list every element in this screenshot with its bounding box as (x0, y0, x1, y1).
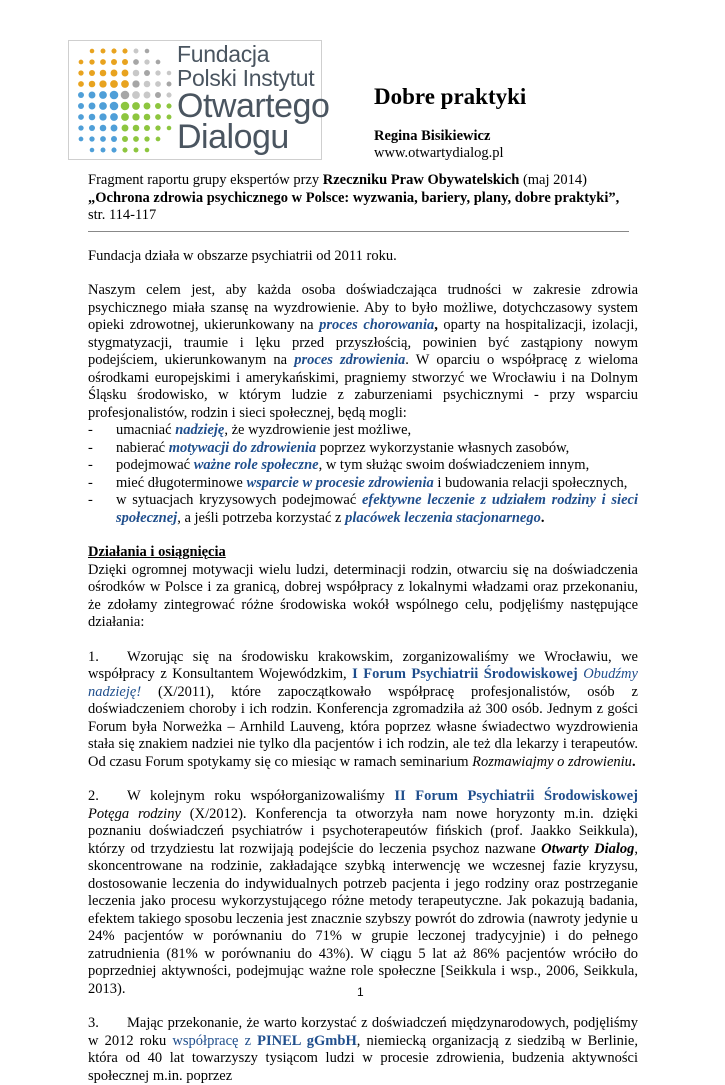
logo-dot (89, 59, 94, 64)
item-highlight: PINEL gGmbH (257, 1032, 357, 1049)
action-item-1 (88, 649, 638, 772)
logo-dot (78, 81, 84, 87)
item-text: Wzorując się na środowisku krakowskim, zorganizowaliśmy we Wrocławiu, we współpracy z Konsultantem Wojewódzkim, (88, 648, 638, 682)
logo-dot (155, 70, 160, 75)
logo-dot (155, 81, 161, 87)
logo-dot (99, 102, 107, 110)
website-link[interactable]: www.otwartydialog.pl (374, 145, 504, 161)
logo-dot (100, 70, 107, 77)
logo-dot (101, 49, 106, 54)
list-item (88, 440, 638, 458)
list-dash: - (88, 457, 93, 473)
logo-dot (132, 91, 140, 99)
logo-dot (110, 91, 119, 100)
logo-dot (79, 137, 84, 142)
list-highlight: placówek leczenia stacjonarnego (345, 509, 541, 526)
page-number: 1 (357, 985, 364, 999)
logo-dot (166, 92, 171, 97)
source-citation (88, 172, 638, 225)
logo-dot (121, 102, 130, 111)
logo-dot (132, 102, 140, 110)
logo-dot (89, 92, 96, 99)
goal-text-1: Naszym celem jest, aby każda osoba doświadczająca trudności w zakresie zdrowia psychicznego miała szansę na wyzdrowienie. Aby to było możliwe, dotychczasowy system opieki zdrowotnej, ukierunkowany na (88, 282, 638, 333)
source-date: (maj 2014) (519, 172, 587, 188)
logo-dot (78, 92, 84, 98)
item-text: (X/2011), które zapoczątkowało współpracę profesjonalistów, osób z doświadczeniem choroby i ich rodzin. Konferencja zgromadziła aż 300 osób. Jednym z gości Forum była Norweżka – Arnhild Lauveng, która poprzez własne świadectwo wyzdrowienia stała się znakiem nadziei nie tylko dla pacjentów i ich rodzin, ale też dla lekarzy i terapeutów. Od czasu Forum spotykamy się co miesiąc w ramach seminarium (88, 683, 638, 770)
list-highlight: nadzieję (175, 422, 225, 438)
author-name: Regina Bisikiewicz (374, 128, 491, 144)
section-heading (88, 544, 638, 562)
list-text: , a jeśli potrzeba korzystać z (177, 509, 346, 526)
logo-dot (156, 137, 161, 142)
logo-dot (100, 136, 106, 142)
item-highlight: współpracę z (172, 1032, 258, 1049)
logo-dot (134, 49, 139, 54)
logo-dot (122, 59, 128, 65)
logo-dot (111, 125, 118, 132)
logo-dot (89, 70, 95, 76)
list-text: w sytuacjach kryzysowych podejmować (116, 492, 362, 508)
logo-line-3: Otwartego (177, 87, 330, 125)
list-text: , w tym służąc swoim doświadczeniem innym, (318, 457, 590, 473)
item-text: W kolejnym roku współorganizowaliśmy (127, 788, 395, 804)
logo-dot (122, 48, 127, 53)
list-text: i budowania relacji społecznych, (433, 474, 628, 491)
list-highlight: ważne role społeczne (193, 457, 319, 473)
logo-dot (134, 148, 139, 153)
list-item (88, 492, 638, 527)
item-italic: Rozmawiajmy o zdrowieniu (472, 753, 632, 770)
logo-dot (144, 136, 149, 141)
logo-dot (100, 59, 106, 65)
logo-dot (89, 114, 96, 121)
logo-dot (99, 113, 106, 120)
list-highlight: wsparcie w procesie zdrowienia (246, 474, 434, 491)
list-item (88, 475, 638, 493)
source-institution: Rzeczniku Praw Obywatelskich (322, 172, 520, 188)
list-dash: - (88, 439, 93, 456)
source-text: Fragment raportu grupy ekspertów przy (88, 172, 323, 188)
logo-dot (166, 103, 171, 108)
logo-dot (110, 113, 118, 121)
list-text: . (540, 509, 545, 526)
logo-dot (133, 70, 140, 77)
list-text: mieć długoterminowe (116, 474, 247, 491)
logo-dot (78, 114, 84, 120)
list-dash: - (88, 492, 93, 508)
list-highlight: efektywne leczenie z udziałem rodziny i sieci społecznej (116, 492, 638, 526)
logo-dot (144, 103, 151, 110)
goal-text-4: . W oparciu o współpracę z wieloma ośrodkami europejskimi i amerykańskimi, pragniemy stworzyć we Wrocławiu i na Dolnym Śląsku środowisko, w którym ludzie z zaburzeniami psychicznymi - przy wsparciu profesjonalistów, rodzin i sieci społecznej, będą mogli: (88, 352, 639, 421)
logo-dot (101, 148, 106, 153)
list-item (88, 422, 638, 440)
logo-dot (133, 125, 140, 132)
logo-dot (121, 91, 130, 100)
logo-dots-graphic (75, 45, 175, 157)
logo-dot (78, 70, 83, 75)
logo-dot (111, 59, 117, 65)
logo-dot (89, 81, 96, 88)
item-text: , skoncentrowane na rodzinie, zakładające szybką interwencję we wczesnej fazie kryzysu, dostosowanie leczenia do indywidualnych potrzeb pacjenta i jego rodziny oraz postrzeganie leczenia jako procesu wykorzystującego różne metody terapeutyczne. Jak pokazują badania, efektem takiego sposobu leczenia jest znacznie szybszy powrót do zdrowia (nawroty jedynie u 24% pacjentów w porównaniu do 71% w grupie leczonej tradycyjnie) i do pełnego zatrudnienia (81% w porównaniu do 43%). W ciągu 5 lat aż 86% pacjentów wróciło do poprzedniej aktywności, podejmując ważne role społeczne [Seikkula i wsp., 2006, Seikkula, 2013). (88, 840, 638, 997)
logo-dot (132, 113, 139, 120)
logo-dot (90, 49, 95, 54)
logo-dot (121, 80, 129, 88)
logo-dot (121, 113, 129, 121)
logo-dot (111, 147, 116, 152)
logo-dot (99, 91, 107, 99)
logo-dot (111, 136, 117, 142)
logo-dot (145, 49, 150, 54)
logo-dot (145, 148, 150, 153)
logo-dot (110, 80, 118, 88)
list-highlight: motywacji do zdrowienia (168, 439, 317, 456)
logo-dot (89, 125, 95, 131)
item-highlight: I Forum Psychiatrii Środowiskowej (352, 666, 578, 682)
logo-dot (167, 71, 172, 76)
page-title: Dobre praktyki (374, 84, 527, 109)
logo-dot (122, 147, 127, 152)
logo-line-1: Fundacja (177, 41, 270, 67)
logo-dot (144, 70, 150, 76)
item-text: , niemiecką organizacją z siedzibą w Berlinie, która od 40 lat towarzyszy tysiącom ludzi w procesie zdrowienia, budzenia aktywności społecznej m.in. poprzez (88, 1032, 638, 1084)
list-dash: - (88, 422, 93, 438)
logo-dot (167, 82, 172, 87)
logo-dot (133, 59, 139, 65)
item-text: . (631, 753, 636, 770)
logo-dot (122, 125, 129, 132)
item-highlight: Otwarty Dialog (541, 840, 635, 857)
logo-dot (111, 70, 118, 77)
goal-paragraph (88, 282, 638, 422)
list-text: poprzez wykorzystanie własnych zasobów, (316, 439, 570, 456)
logo-dot (79, 60, 84, 65)
action-item-2 (88, 788, 638, 998)
logo-line-2: Polski Instytut (177, 65, 315, 91)
logo-dot (90, 148, 95, 153)
goal-highlight-2: proces zdrowienia (294, 352, 406, 368)
logo-dot (110, 102, 119, 111)
logo-dot (132, 80, 139, 87)
document-body (88, 172, 638, 1085)
logo-dot (122, 136, 128, 142)
item-number: 2. (88, 788, 99, 804)
goal-highlight-1: proces chorowania (319, 317, 435, 333)
goals-list (88, 422, 638, 527)
list-text: nabierać (116, 439, 169, 456)
logo-dot (144, 125, 150, 131)
logo-dot (122, 70, 129, 77)
section-heading-text: Działania i osiągnięcia (88, 544, 226, 560)
logo-dot (144, 92, 151, 99)
logo-dot (99, 80, 106, 87)
logo-dot (89, 103, 96, 110)
item-italic: Potęga rodziny (88, 805, 181, 822)
logo-dot (155, 92, 161, 98)
goal-text-3: oparty na hospitalizacji, izolacji, stygmatyzacji, traumie i lęku przed przyszłością, powinien być zastąpiony nowym podejściem, ukierunkowanym na (88, 317, 638, 368)
logo-dot (78, 125, 83, 130)
logo-dot (167, 126, 172, 131)
logo-dot (89, 136, 94, 141)
logo-dot (156, 60, 161, 65)
list-text: , że wyzdrowienie jest możliwe, (224, 422, 412, 438)
logo-line-4: Dialogu (177, 118, 289, 156)
logo-dot (111, 48, 116, 53)
section-intro: Dzięki ogromnej motywacji wielu ludzi, determinacji rodzin, otwarciu się na doświadczenia ośrodków w Polsce i za granicą, dobrej współpracy z lokalnymi władzami oraz przekonaniu, że zdołamy zintegrować różne środowiska wokół wspólnego celu, podjęliśmy następujące działania: (88, 561, 638, 630)
item-italic: Obudźmy nadzieję! (88, 666, 638, 700)
list-text: podejmować (116, 457, 194, 473)
item-number: 3. (88, 1015, 99, 1031)
divider (88, 231, 629, 232)
report-pages: str. 114-117 (88, 207, 157, 223)
intro-paragraph: Fundacja działa w obszarze psychiatrii od 2011 roku. (88, 247, 397, 264)
foundation-logo (68, 40, 330, 160)
logo-dot (100, 125, 107, 132)
logo-dot (144, 59, 149, 64)
list-dash: - (88, 474, 93, 491)
logo-text (177, 43, 329, 154)
logo-dot (144, 114, 151, 121)
list-item (88, 457, 638, 475)
action-item-3 (88, 1015, 638, 1085)
list-text: umacniać (116, 422, 176, 438)
logo-dot (144, 81, 151, 88)
logo-dot (133, 136, 139, 142)
logo-dot (155, 103, 161, 109)
item-highlight: II Forum Psychiatrii Środowiskowej (394, 788, 638, 804)
item-text: (X/2012). Konferencja ta otworzyła nam nowe horyzonty m.in. dzięki poznaniu doświadczeń psychiatrów i psychoterapeutów fińskich (prof. Jaakko Seikkula), którzy od trzydziestu lat rozwijają podejście do leczenia psychoz nazwane (88, 805, 638, 857)
logo-dot (78, 103, 84, 109)
item-text: Mając przekonanie, że warto korzystać z doświadczeń międzynarodowych, podjęliśmy w 2012 roku (88, 1015, 638, 1049)
item-number: 1. (88, 648, 99, 665)
logo-dot (155, 125, 160, 130)
logo-dot (155, 114, 161, 120)
report-title: „Ochrona zdrowia psychicznego w Polsce: wyzwania, bariery, plany, dobre praktyki”, (88, 189, 620, 206)
goal-text-2: , (434, 317, 438, 333)
logo-dot (167, 115, 172, 120)
